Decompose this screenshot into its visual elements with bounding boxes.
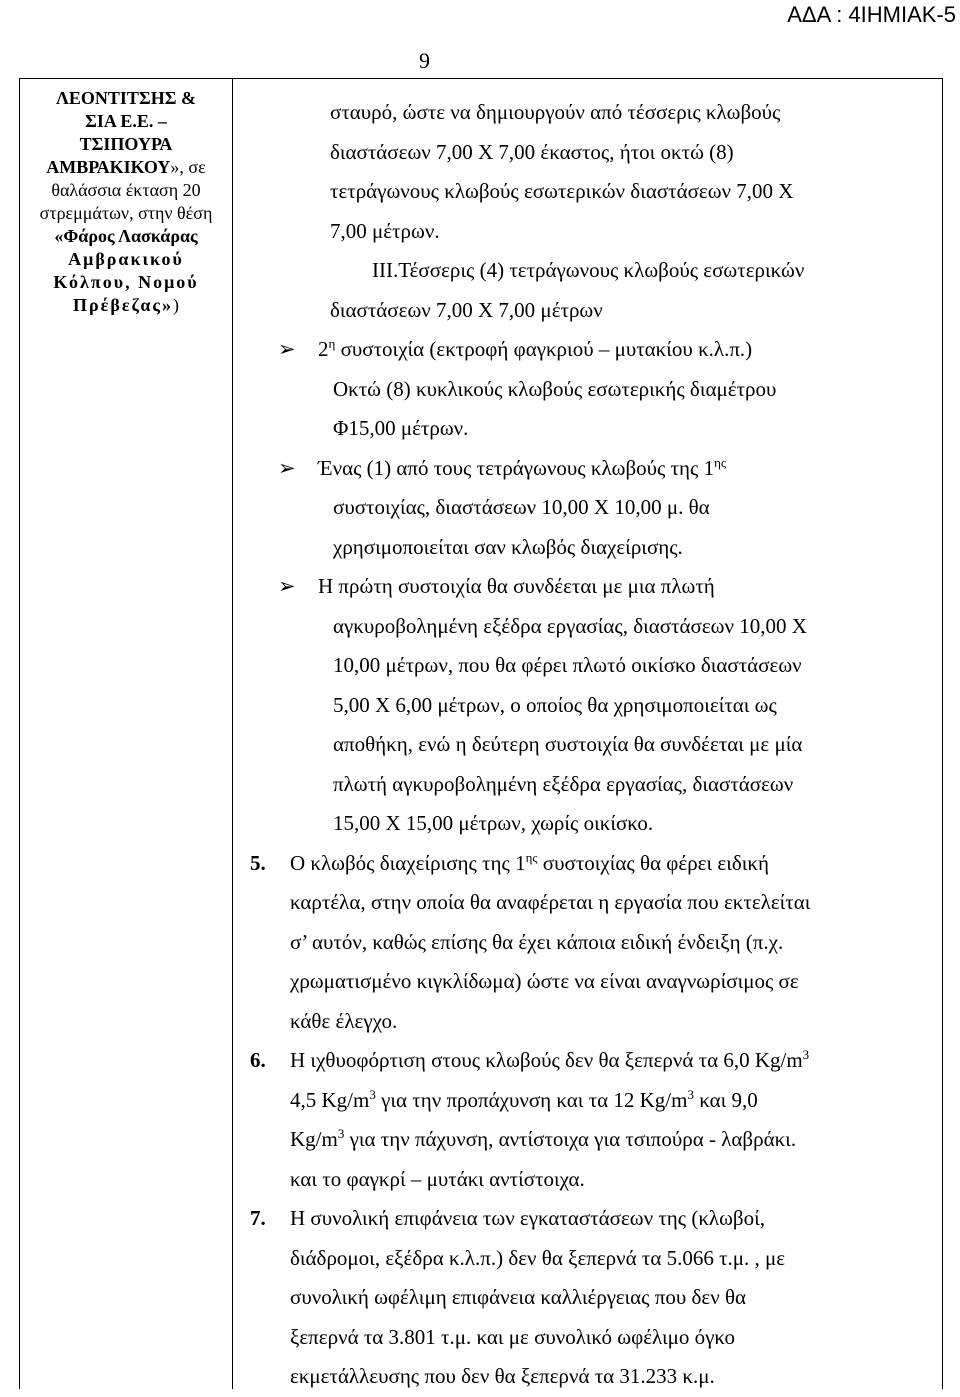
superscript: 3 [369, 1086, 376, 1102]
text-line: διαστάσεων 7,00 Χ 7,00 μέτρων [330, 297, 603, 322]
text-line: διαστάσεων 7,00 Χ 7,00 έκαστος, ήτοι οκτώ (8) [330, 139, 734, 164]
superscript: 3 [337, 1126, 345, 1141]
bullet-item [250, 567, 930, 607]
bullet-text: Ένας (1) από τους τετράγωνους κλωβούς της 1 [318, 455, 715, 480]
item-text: Kg/m [290, 1127, 338, 1151]
text-line: Οκτώ (8) κυκλικούς κλωβούς εσωτερικής διαμέτρου [333, 376, 777, 401]
text-line: αγκυροβολημένη εξέδρα εργασίας, διαστάσεων 10,00 Χ [333, 613, 807, 638]
numbered-item-7 [250, 1199, 930, 1239]
item-text: για την προπάχυνση και τα 12 Kg/m [375, 1087, 688, 1112]
superscript: 3 [802, 1047, 810, 1062]
item-number: 6. [250, 1048, 266, 1072]
item-text: 4,5 Kg/m [290, 1087, 370, 1112]
text-line: χρησιμοποιείται σαν κλωβός διαχείρισης. [333, 534, 683, 559]
document-table [19, 78, 943, 1389]
company-line-3: ΤΣΙΠΟΥΡΑ [79, 134, 173, 154]
closing-paren: ) [172, 295, 179, 315]
location-prefecture: Πρέβεζας» [73, 295, 173, 315]
text-line: τετράγωνους κλωβούς εσωτερικών διαστάσεων 7,00 Χ [330, 179, 794, 203]
stremmata-line: στρεμμάτων, στην θέση [39, 203, 213, 223]
text-line [250, 1081, 930, 1121]
arrow-bullet-icon: ➢ [278, 337, 296, 361]
item-text: Ο κλωβός διαχείρισης της 1 [290, 850, 526, 875]
left-cell [20, 87, 232, 317]
bullet-text: συστοιχία (εκτροφή φαγκριού – μυτακίου κ.λ.π.) [335, 337, 753, 361]
item-number: 5. [250, 850, 266, 875]
text-line: σ’ αυτόν, καθώς επίσης θα έχει κάποια ειδική ένδειξη (π.χ. [290, 929, 784, 954]
page-number: 9 [419, 48, 430, 73]
item-text: για την πάχυνση, αντίστοιχα για τσιπούρα - λαβράκι. [344, 1127, 797, 1151]
bullet-text: Η πρώτη συστοιχία θα συνδέεται με μια πλωτή [318, 574, 715, 598]
text-line: εκμετάλλευσης που δεν θα ξεπερνά τα 31.233 κ.μ. [290, 1364, 715, 1388]
text-line: συστοιχίας, διαστάσεων 10,00 Χ 10,00 μ. θα [333, 495, 710, 519]
item-text: Η ιχθυοφόρτιση στους κλωβούς δεν θα ξεπερνά τα 6,0 Kg/m [290, 1048, 803, 1072]
company-amvrakikou: ΑΜΒΡΑΚΙΚΟΥ [46, 157, 171, 177]
text-line: καρτέλα, στην οποία θα αναφέρεται η εργασία που εκτελείται [290, 890, 811, 914]
text-line: χρωματισμένο κιγκλίδωμα) ώστε να είναι αναγνωρίσιμος σε [290, 969, 799, 993]
text-line: αποθήκη, ενώ η δεύτερη συστοιχία θα συνδέεται με μία [333, 732, 803, 756]
numbered-item-5 [250, 844, 930, 884]
company-suffix: », σε [170, 157, 206, 177]
text-line: 5,00 Χ 6,00 μέτρων, ο οποίος θα χρησιμοποιείται ως [333, 692, 777, 717]
text-line: συνολική ωφέλιμη επιφάνεια καλλιέργειας που δεν θα [290, 1285, 747, 1309]
company-dash: – [153, 111, 167, 131]
bullet-text: 2 [318, 337, 329, 361]
area-line: θαλάσσια έκταση 20 [51, 180, 201, 200]
superscript: ης [714, 454, 727, 470]
company-line-2 [20, 110, 232, 133]
company-line-1: ΛΕΟΝΤΙΤΣΗΣ & [56, 88, 196, 108]
location-line-3: Κόλπου, Νομού [53, 272, 199, 292]
main-content [250, 93, 930, 1397]
bullet-item [250, 449, 930, 489]
item-number: 7. [250, 1206, 266, 1230]
text-line: σταυρό, ώστε να δημιουργούν από τέσσερις κλωβούς [330, 100, 781, 124]
item-text: συστοιχίας θα φέρει ειδική [537, 850, 769, 875]
numbered-item-6 [250, 1041, 930, 1081]
item-text: Η συνολική επιφάνεια των εγκαταστάσεων της (κλωβοί, [290, 1206, 765, 1230]
text-line: 7,00 μέτρων. [330, 218, 440, 243]
text-line: διάδρομοι, εξέδρα κ.λ.π.) δεν θα ξεπερνά τα 5.066 τ.μ. , με [290, 1245, 786, 1270]
text-line: και το φαγκρί – μυτάκι αντίστοιχα. [290, 1166, 585, 1191]
text-line [250, 1120, 930, 1160]
text-line: 15,00 Χ 15,00 μέτρων, χωρίς οικίσκο. [333, 811, 654, 835]
text-line: πλωτή αγκυροβολημένη εξέδρα εργασίας, διαστάσεων [333, 771, 794, 796]
company-name-part: ΣΙΑ Ε.Ε. [85, 111, 154, 131]
company-line-4 [20, 156, 232, 179]
text-line: Φ15,00 μέτρων. [333, 416, 469, 440]
text-line: ξεπερνά τα 3.801 τ.μ. και με συνολικό ωφέλιμο όγκο [290, 1324, 735, 1349]
superscript: ης [525, 849, 538, 865]
arrow-bullet-icon: ➢ [278, 455, 296, 480]
location-line-2: Αμβρακικού [68, 249, 184, 269]
bullet-item [250, 330, 930, 370]
arrow-bullet-icon: ➢ [278, 574, 296, 598]
text-line: 10,00 μέτρων, που θα φέρει πλωτό οικίσκο διαστάσεων [333, 653, 802, 677]
location-line-4 [20, 294, 232, 317]
ada-code: ΑΔΑ : 4ΙΗΜΙΑΚ-5 [787, 2, 956, 27]
column-divider [232, 79, 233, 1389]
superscript: 3 [687, 1086, 694, 1102]
location-line-1: «Φάρος Λασκάρας [54, 226, 198, 246]
superscript: η [328, 336, 336, 351]
text-line: κάθε έλεγχο. [290, 1008, 398, 1033]
text-line: ΙΙΙ.Τέσσερις (4) τετράγωνους κλωβούς εσωτερικών [372, 258, 805, 282]
item-text: και 9,0 [693, 1087, 758, 1112]
